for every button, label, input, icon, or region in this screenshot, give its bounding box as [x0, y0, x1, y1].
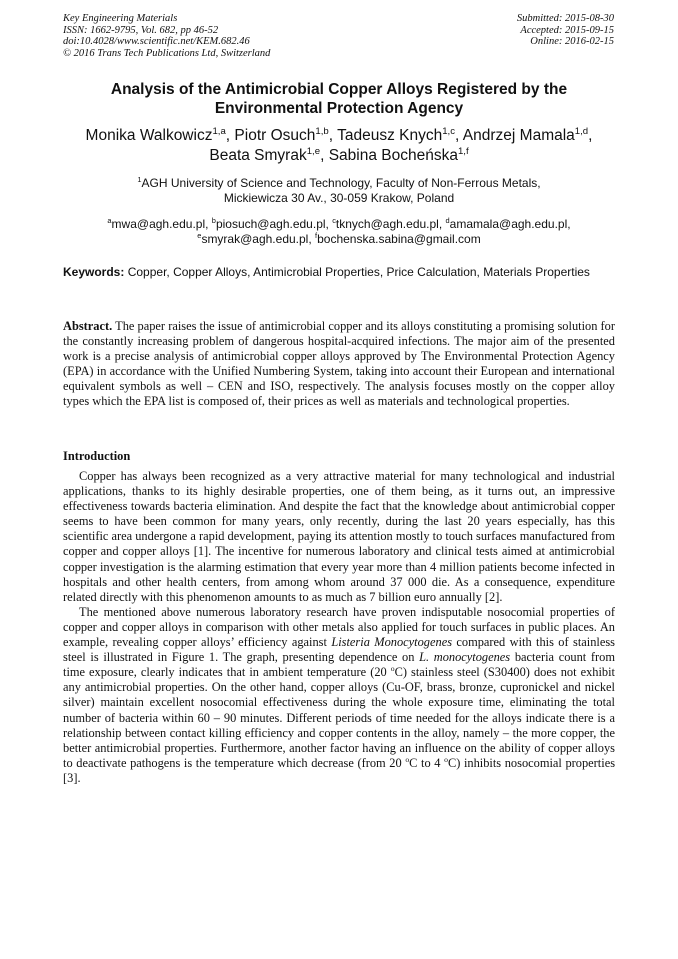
degree-mark: o: [444, 754, 448, 764]
email-mark: e: [197, 231, 202, 240]
journal-name: Key Engineering Materials: [63, 13, 178, 24]
affiliation-mark: 1: [137, 175, 142, 184]
author-affil-mark: 1,b: [315, 125, 329, 137]
author-list: [63, 126, 615, 166]
author-name: Piotr Osuch: [234, 127, 316, 144]
authors-line-1: [63, 126, 615, 146]
author-separator: ,: [320, 147, 329, 164]
paragraph-text: compared with this of stainless steel is illustrated in Figure 1. The graph, presenting dependence on: [63, 635, 615, 665]
email-mark: a: [107, 216, 112, 225]
author-name: Monika Walkowicz: [85, 127, 213, 144]
email-address: smyrak@agh.edu.pl: [201, 232, 309, 246]
authors-line-2: [63, 146, 615, 166]
emails-line-2: [63, 232, 615, 247]
degree-mark: o: [405, 754, 410, 764]
author-name: Sabina Bocheńska: [328, 147, 458, 164]
keywords-text: Copper, Copper Alloys, Antimicrobial Properties, Price Calculation, Materials Properties: [127, 265, 590, 279]
email-separator: ,: [308, 232, 316, 246]
title-line-1: Analysis of the Antimicrobial Copper Alloys Registered by the: [110, 81, 568, 98]
submitted-date: Submitted: 2015-08-30: [516, 13, 614, 24]
affiliation-line-1: [63, 176, 615, 191]
abstract: [63, 319, 615, 410]
species-name: Listeria Monocytogenes: [331, 635, 453, 650]
abstract-text: The paper raises the issue of antimicrobial copper and its alloys constituting a promising solution for the constantly increasing problem of dangerous hospital-acquired infections. The major aim of the presented work is a precise analysis of antimicrobial copper alloys approved by The Environmental Protection Agency (EPA) in accordance with the Unified Numbering System, taking into account their European and international equivalent symbols as well – CEN and ISO, respectively. The analysis focuses mostly on the copper alloy types which the EPA list is composed of, their prices as well as materials and technological properties.: [63, 319, 616, 409]
author-affil-mark: 1,e: [306, 145, 321, 157]
issn-line: ISSN: 1662-9795, Vol. 682, pp 46-52: [63, 24, 219, 36]
email-address: tknych@agh.edu.pl: [335, 217, 439, 231]
author-name: Tadeusz Knych: [337, 127, 443, 144]
online-date: Online: 2016-02-15: [530, 36, 614, 48]
affiliation-text: AGH University of Science and Technology, Faculty of Non-Ferrous Metals,: [141, 176, 541, 190]
email-mark: d: [445, 216, 450, 225]
paragraph-text: C) stainless steel (S30400) does not exhibit any antimicrobial properties. On the other hand, copper alloys (Cu-OF, brass, bronze, cupronickel and nickel silver) maintain excellent nosocomial effectiveness during the whole exposure time, eliminating the total number of bacteria within 60 – 90 minutes. Different periods of time needed for the alloys indicate there is a relationship between contact killing efficiency and copper contents in the alloy, namely – the more copper, the better antimicrobial properties. Furthermore, another factor having an influence on the ability of copper alloys to deactivate pathogens is the temperature which decrease (from 20: [63, 665, 615, 770]
keywords: [63, 265, 615, 280]
author-separator: ,: [455, 127, 463, 144]
intro-paragraph-2: [63, 605, 615, 786]
email-address: piosuch@agh.edu.pl: [215, 217, 326, 231]
email-mark: c: [332, 216, 336, 225]
species-name: L. monocytogenes: [419, 650, 511, 665]
doi-line: doi:10.4028/www.scientific.net/KEM.682.46: [63, 36, 250, 48]
email-separator: ,: [567, 217, 571, 231]
keywords-label: Keywords:: [63, 265, 125, 279]
author-affil-mark: 1,a: [212, 125, 226, 137]
paragraph-text: C to 4: [409, 755, 445, 770]
submission-dates: [517, 13, 614, 48]
affiliation: [63, 176, 615, 206]
introduction-body: [63, 469, 615, 786]
paragraph-text: The mentioned above numerous laboratory research have proven indisputable nosocomial properties of copper and copper alloys in comparison with other metals also applied for touch surfaces in public places. An example, revealing copper alloys’ efficiency against: [63, 604, 615, 650]
intro-paragraph-1: Copper has always been recognized as a very attractive material for many technological and industrial applications, thanks to its highly desirable properties, one of them being, as it turns out, an impressive effectiveness towards bacteria elimination. And despite the fact that the knowledge about antimicrobial copper seems to have been common for many years, only recently, during the last 20 years especially, has this scientific area undergone a rapid development, paying its attention mostly to touch surfaces manufactured from copper and copper alloys [1]. The incentive for numerous laboratory and clinical tests aimed at antimicrobial copper investigation is the alarming estimation that every year more than 4 million patients become infected in hospitals and other health centers, from among whom around 37 000 die. As a consequence, expenditure related directly with this phenomenon amounts to as much as 7 billion euro annually [2].: [63, 469, 616, 604]
accepted-date: Accepted: 2015-09-15: [520, 24, 614, 36]
email-separator: ,: [205, 217, 212, 231]
author-name: Andrzej Mamala: [462, 127, 575, 144]
email-separator: ,: [325, 217, 333, 231]
title-line-2: Environmental Protection Agency: [214, 100, 464, 117]
paragraph-text: bacteria count from time exposure, clearly indicates that in ambient temperature (20: [63, 650, 615, 680]
email-address: mwa@agh.edu.pl: [111, 217, 206, 231]
email-list: [63, 217, 615, 247]
author-separator: ,: [225, 127, 235, 144]
affiliation-line-2: Mickiewicza 30 Av., 30-059 Krakow, Poland: [223, 191, 455, 205]
email-separator: ,: [438, 217, 446, 231]
email-address: bochenska.sabina@gmail.com: [317, 232, 481, 246]
degree-mark: o: [390, 664, 395, 674]
copyright-line: © 2016 Trans Tech Publications Ltd, Switzerland: [63, 47, 271, 59]
author-affil-mark: 1,f: [457, 145, 469, 157]
paper-title: [63, 80, 615, 118]
paragraph-text: C) inhibits nosocomial properties [3].: [63, 755, 616, 785]
author-affil-mark: 1,c: [442, 125, 456, 137]
journal-info: [63, 13, 270, 59]
abstract-label: Abstract.: [63, 319, 113, 333]
email-mark: b: [211, 216, 216, 225]
author-separator: ,: [588, 127, 593, 144]
author-name: Beata Smyrak: [209, 147, 307, 164]
email-address: amamala@agh.edu.pl: [449, 217, 568, 231]
introduction-heading: Introduction: [63, 449, 131, 463]
author-affil-mark: 1,d: [574, 125, 589, 137]
emails-line-1: [63, 217, 615, 232]
email-mark: f: [315, 231, 318, 240]
author-separator: ,: [328, 127, 338, 144]
